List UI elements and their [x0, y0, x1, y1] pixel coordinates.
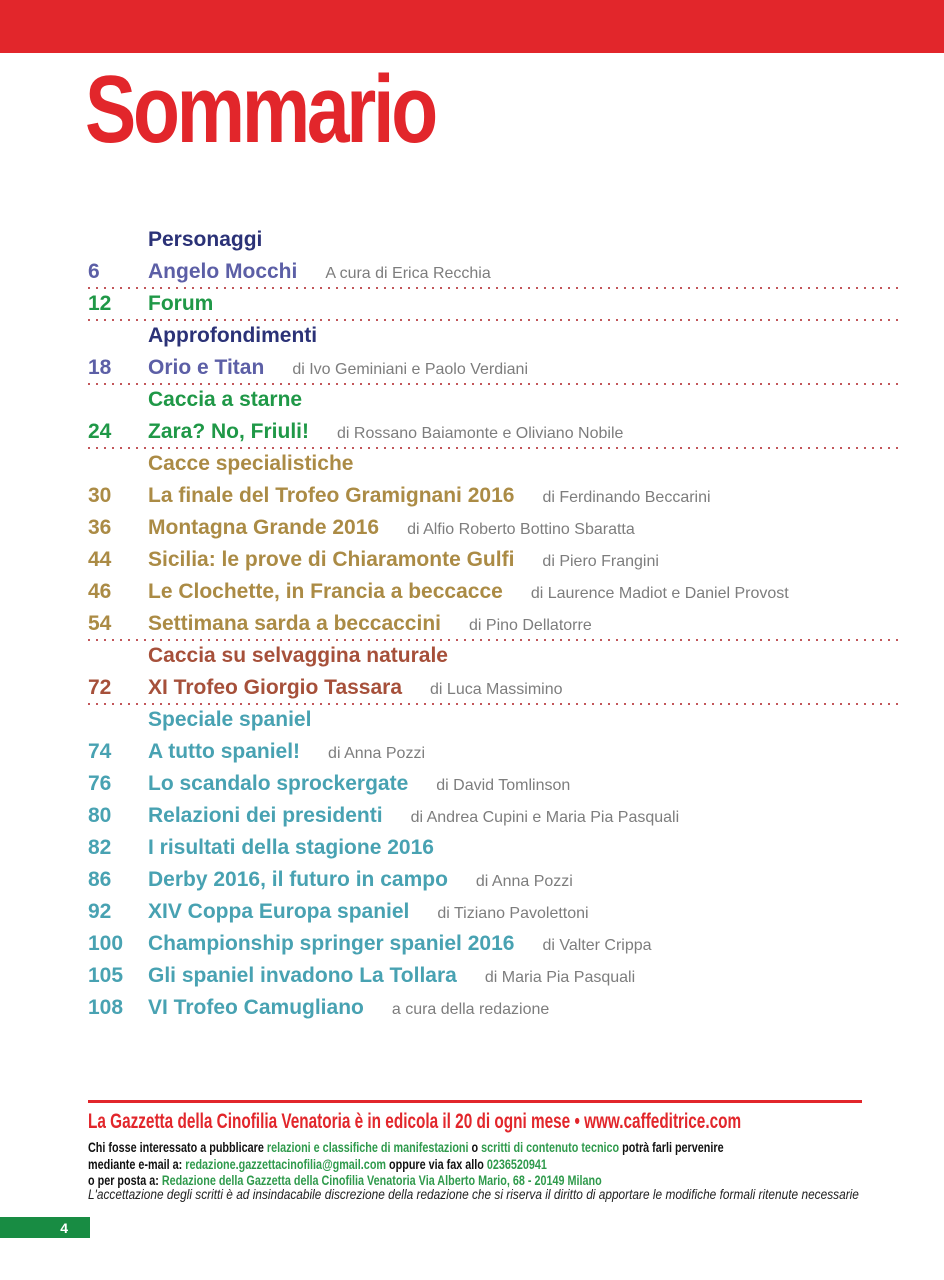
- toc-entry: [88, 352, 900, 384]
- toc-entry-title: Montagna Grande 2016: [148, 516, 380, 539]
- footer-rule: [88, 1100, 862, 1103]
- toc-entry-page-number: 74: [88, 740, 112, 763]
- toc-entry: [88, 672, 900, 704]
- toc-entry: [88, 544, 900, 576]
- toc-entry-author: di Luca Massimino: [430, 680, 563, 698]
- footer-note-text: oppure via fax allo: [386, 1156, 487, 1172]
- toc-entry-title: Gli spaniel invadono La Tollara: [148, 964, 457, 987]
- toc-entry-page-number: 100: [88, 932, 124, 955]
- toc-entry-title: Zara? No, Friuli!: [148, 420, 310, 443]
- toc-entry-author: di Alfio Roberto Bottino Sbaratta: [407, 520, 635, 538]
- toc-entry-author: A cura di Erica Recchia: [325, 264, 491, 282]
- toc-entry-author: di Rossano Baiamonte e Oliviano Nobile: [337, 424, 624, 442]
- toc-entry-author: di Piero Frangini: [542, 552, 659, 570]
- toc-section-header: [88, 704, 900, 736]
- footer-note-text: o per posta a:: [88, 1173, 162, 1188]
- toc-entry: [88, 832, 900, 864]
- toc-entry-author: di Laurence Madiot e Daniel Provost: [530, 584, 789, 602]
- toc-section-header: [88, 224, 900, 256]
- toc-entry-title: I risultati della stagione 2016: [148, 836, 434, 859]
- top-red-bar: [0, 0, 944, 53]
- toc-entry-page-number: 24: [88, 420, 112, 443]
- toc-entry-author: di Tiziano Pavolettoni: [437, 904, 589, 922]
- toc-entry-title: Sicilia: le prove di Chiaramonte Gulfi: [148, 548, 515, 571]
- toc-entry-author: di Anna Pozzi: [328, 744, 425, 762]
- toc-entry-title: Derby 2016, il futuro in campo: [148, 868, 448, 891]
- toc-entry-page-number: 108: [88, 996, 124, 1019]
- footer-note-highlight: 0236520941: [486, 1156, 547, 1172]
- toc-entry-title: La finale del Trofeo Gramignani 2016: [148, 484, 515, 507]
- toc-entry: [88, 608, 900, 640]
- toc-entry-title: VI Trofeo Camugliano: [148, 996, 364, 1019]
- toc-entry-title: XI Trofeo Giorgio Tassara: [148, 676, 403, 699]
- toc-entry: [88, 992, 900, 1024]
- toc-entry-title: Relazioni dei presidenti: [148, 804, 383, 827]
- footer-disclaimer: L'accettazione degli scritti è ad insindacabile discrezione della redazione che si riserva il diritto di apportare le modifiche formali ritenute necessarie: [88, 1187, 859, 1202]
- toc-entry-page-number: 30: [88, 484, 112, 507]
- toc-section-title: Speciale spaniel: [148, 708, 312, 731]
- toc-entry-author: di Ferdinando Beccarini: [542, 488, 711, 506]
- footer-note-line: [88, 1140, 724, 1157]
- toc-entry-author: di Anna Pozzi: [475, 872, 573, 890]
- toc-section-title: Approfondimenti: [148, 324, 318, 347]
- page-title: Sommario: [85, 56, 435, 163]
- page-number-badge: [0, 1217, 90, 1238]
- toc-entry: [88, 416, 900, 448]
- toc-entry-title: Le Clochette, in Francia a beccacce: [148, 580, 503, 603]
- footer-note-text: potrà farli pervenire: [619, 1140, 724, 1155]
- footer-note-text: o: [468, 1140, 482, 1155]
- toc-entry: [88, 736, 900, 768]
- toc-entry-page-number: 6: [88, 260, 100, 283]
- page-number: 4: [60, 1219, 68, 1236]
- toc-entry-title: Championship springer spaniel 2016: [148, 932, 515, 955]
- footer-headline: La Gazzetta della Cinofilia Venatoria è in edicola il 20 di ogni mese • www.caffeditrice.com: [88, 1110, 742, 1133]
- toc-section-title: Cacce specialistiche: [148, 452, 354, 475]
- footer-note-line: [88, 1157, 724, 1174]
- toc-entry-page-number: 44: [88, 548, 112, 571]
- toc-entry-author: a cura della redazione: [391, 1000, 550, 1018]
- footer-note-text: Chi fosse interessato a pubblicare: [88, 1140, 267, 1155]
- toc-entry-author: di Maria Pia Pasquali: [484, 968, 636, 986]
- toc-entry: [88, 800, 900, 832]
- toc-section-header: [88, 448, 900, 480]
- toc-entry-page-number: 18: [88, 356, 112, 379]
- toc-entry: [88, 256, 900, 288]
- toc-entry-title: Lo scandalo sprockergate: [148, 772, 409, 795]
- toc-section-title: Caccia a starne: [148, 388, 303, 411]
- toc-entry-page-number: 80: [88, 804, 112, 827]
- toc-entry-page-number: 36: [88, 516, 112, 539]
- toc-entry-title: Settimana sarda a beccaccini: [148, 612, 441, 635]
- footer-note-text: mediante e-mail a:: [88, 1156, 186, 1172]
- toc-section-header: [88, 384, 900, 416]
- toc-entry: [88, 576, 900, 608]
- toc-entry-title: Angelo Mocchi: [148, 260, 298, 283]
- toc-entry-title: A tutto spaniel!: [148, 740, 301, 763]
- table-of-contents: [88, 224, 900, 1024]
- toc-entry-page-number: 82: [88, 836, 112, 859]
- toc-entry-page-number: 12: [88, 292, 112, 315]
- toc-entry-author: di Ivo Geminiani e Paolo Verdiani: [292, 360, 529, 378]
- toc-entry: [88, 768, 900, 800]
- toc-section-header: [88, 640, 900, 672]
- toc-entry-page-number: 92: [88, 900, 112, 923]
- toc-entry: [88, 288, 900, 320]
- footer-note-highlight: redazione.gazzettacinofilia@gmail.com: [185, 1156, 387, 1172]
- footer-note-highlight: scritti di contenuto tecnico: [481, 1140, 620, 1155]
- toc-entry-title: Orio e Titan: [148, 356, 265, 379]
- toc-entry-page-number: 76: [88, 772, 112, 795]
- footer-note-highlight: Redazione della Gazzetta della Cinofilia Venatoria Via Alberto Mario, 68 - 20149 Milano: [161, 1173, 602, 1188]
- toc-entry-author: di Valter Crippa: [542, 936, 652, 954]
- footer-note-highlight: relazioni e classifiche di manifestazioni: [266, 1140, 469, 1155]
- toc-entry: [88, 480, 900, 512]
- footer-notes: [88, 1140, 882, 1190]
- toc-entry: [88, 864, 900, 896]
- toc-entry-author: di David Tomlinson: [436, 776, 571, 794]
- toc-entry-title: Forum: [148, 292, 214, 315]
- toc-entry: [88, 928, 900, 960]
- toc-entry-page-number: 54: [88, 612, 112, 635]
- toc-entry-author: di Andrea Cupini e Maria Pia Pasquali: [410, 808, 680, 826]
- toc-entry: [88, 960, 900, 992]
- toc-section-header: [88, 320, 900, 352]
- toc-section-title: Caccia su selvaggina naturale: [148, 644, 448, 667]
- toc-entry: [88, 512, 900, 544]
- toc-entry-page-number: 105: [88, 964, 124, 987]
- toc-entry-page-number: 72: [88, 676, 112, 699]
- toc-entry-author: di Pino Dellatorre: [469, 616, 592, 634]
- toc-section-title: Personaggi: [148, 228, 263, 251]
- toc-entry-page-number: 86: [88, 868, 112, 891]
- toc-entry: [88, 896, 900, 928]
- toc-entry-title: XIV Coppa Europa spaniel: [148, 900, 410, 923]
- toc-entry-page-number: 46: [88, 580, 112, 603]
